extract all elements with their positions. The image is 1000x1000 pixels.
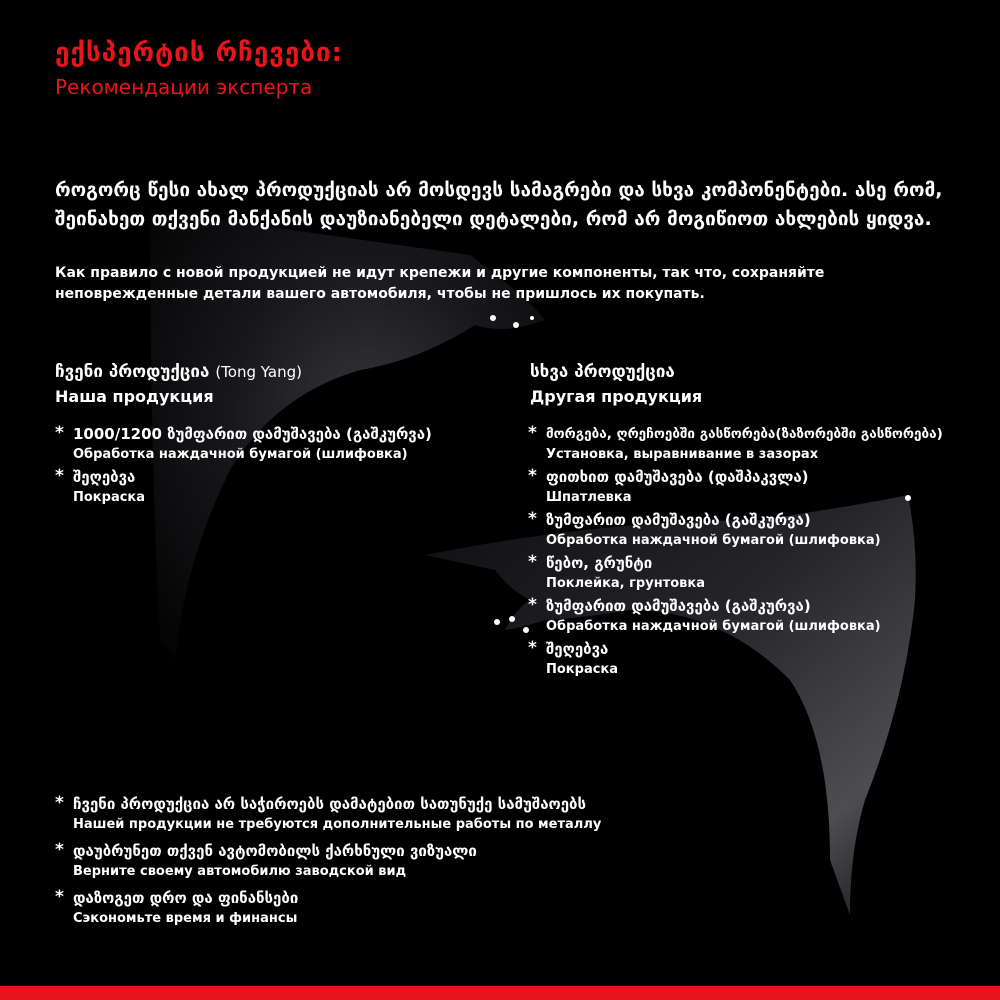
list-item <box>528 553 993 593</box>
our-product-heading <box>55 362 302 406</box>
list-item-ka: წებო, გრუნტი <box>546 554 653 572</box>
list-item-ru: Покраска <box>546 662 619 677</box>
list-item-ru: Поклейка, грунтовка <box>546 576 705 591</box>
list-item-ka: 1000/1200 ზუმფარით დამუშავება (გაშკურვა) <box>73 425 432 443</box>
other-product-heading <box>530 362 702 406</box>
list-item-ka: ზუმფარით დამუშავება (გაშკურვა) <box>546 597 811 615</box>
list-item-ka: შეღებვა <box>73 468 136 486</box>
list-item-ru: Установка, выравнивание в зазорах <box>546 447 819 462</box>
list-item-ka: ჩვენი პროდუქცია არ საჭიროებს დამატებით სათუნუქე სამუშაოებს <box>73 795 587 813</box>
list-item <box>528 510 993 550</box>
list-item-ru: Обработка наждачной бумагой (шлифовка) <box>546 619 881 634</box>
bullet-icon: * <box>55 840 64 860</box>
list-item <box>55 888 755 928</box>
list-item <box>528 596 993 636</box>
list-item <box>528 639 993 679</box>
bullet-icon: * <box>55 793 64 813</box>
our-product-heading-ru: Наша продукция <box>55 387 214 406</box>
list-item-ru: Сэкономьте время и финансы <box>73 911 298 926</box>
other-product-heading-ru: Другая продукция <box>530 387 703 406</box>
bullet-icon: * <box>528 509 537 529</box>
page-title: ექსპერტის რჩევები: <box>55 38 344 68</box>
list-item-ka: ფითხით დამუშავება (დაშპაკვლა) <box>546 468 809 486</box>
list-item-ka: ზუმფარით დამუშავება (გაშკურვა) <box>546 511 811 529</box>
our-product-list <box>55 424 495 510</box>
list-item <box>528 467 993 507</box>
bullet-icon: * <box>55 466 64 486</box>
benefits-list <box>55 794 755 931</box>
intro-text-russian: Как правило с новой продукцией не идут крепежи и другие компоненты, так что, сохраняйте неповрежденные детали вашего автомобиля, чтобы не пришлось их покупать. <box>55 265 825 302</box>
list-item-ka: მორგება, ღრეჩოებში გასწორება(ზაზორებში გასწორება) <box>546 426 943 442</box>
list-item-ka: დაუბრუნეთ თქვენ ავტომობილს ქარხნული ვიზუალი <box>73 842 477 860</box>
list-item-ka: დაზოგეთ დრო და ფინანსები <box>73 889 299 907</box>
other-product-heading-ka: სხვა პროდუქცია <box>530 362 675 382</box>
bullet-icon: * <box>528 423 537 443</box>
bottom-accent-bar <box>0 986 1000 1000</box>
list-item <box>55 841 755 881</box>
intro-text-georgian: როგორც წესი ახალ პროდუქციას არ მოსდევს სამაგრები და სხვა კომპონენტები. ასე რომ, შეინახეთ თქვენი მანქანის დაუზიანებელი დეტალები, რომ არ მოგიწიოთ ახლების ყიდვა. <box>55 179 943 230</box>
list-item-ru: Шпатлевка <box>546 490 632 505</box>
list-item-ru: Обработка наждачной бумагой (шлифовка) <box>546 533 881 548</box>
bullet-icon: * <box>55 423 64 443</box>
list-item <box>55 794 755 834</box>
bullet-icon: * <box>528 638 537 658</box>
list-item-ka: შეღებვა <box>546 640 609 658</box>
list-item-ru: Нашей продукции не требуются дополнительные работы по металлу <box>73 817 602 832</box>
other-product-list <box>528 424 993 682</box>
bullet-icon: * <box>528 595 537 615</box>
bullet-icon: * <box>55 887 64 907</box>
list-item <box>55 424 495 464</box>
bullet-icon: * <box>528 466 537 486</box>
list-item-ru: Верните своему автомобилю заводской вид <box>73 864 407 879</box>
bullet-icon: * <box>528 552 537 572</box>
list-item-ru: Покраска <box>73 490 146 505</box>
list-item <box>55 467 495 507</box>
our-product-heading-ka: ჩვენი პროდუქცია <box>55 362 210 382</box>
page-subtitle: Рекомендации эксперта <box>55 75 313 99</box>
our-product-brand: (Tong Yang) <box>215 363 302 381</box>
list-item-ru: Обработка наждачной бумагой (шлифовка) <box>73 447 408 462</box>
list-item <box>528 424 993 464</box>
